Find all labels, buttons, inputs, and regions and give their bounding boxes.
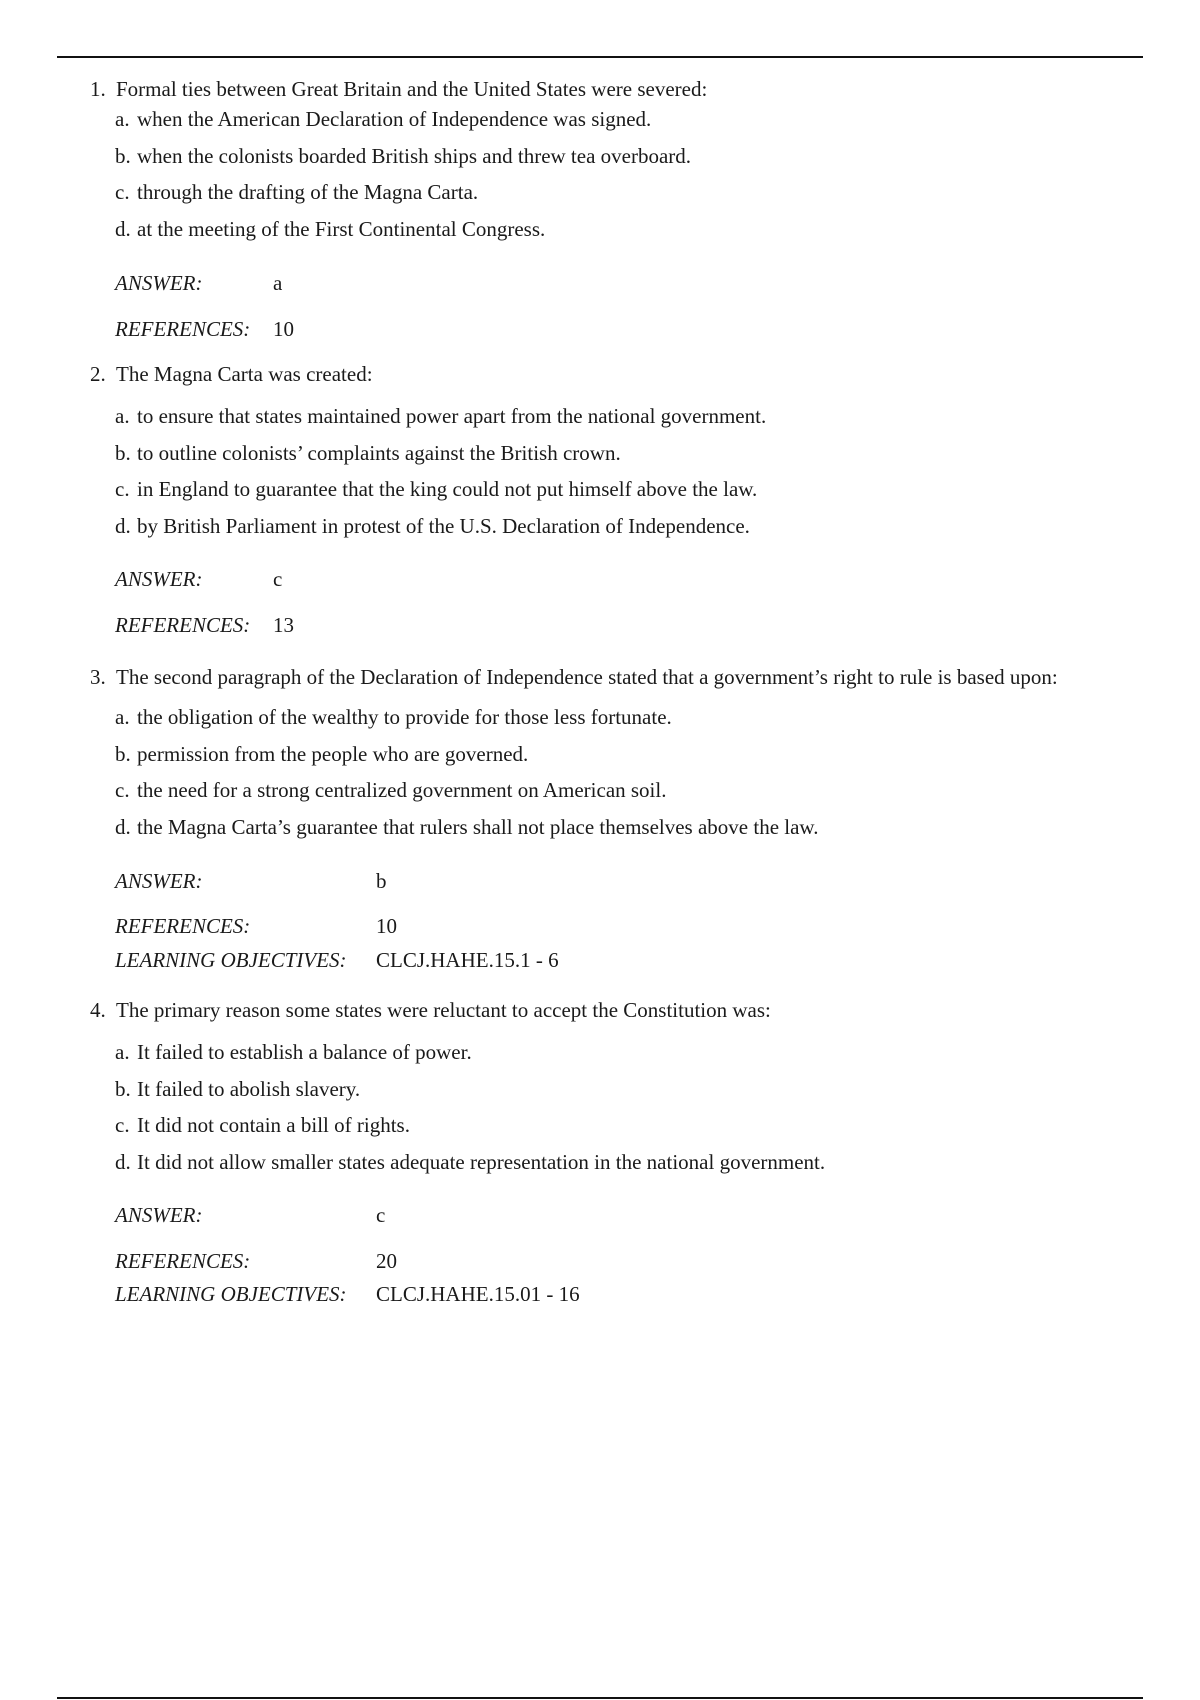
option-letter: d. — [115, 513, 131, 538]
objectives-row — [115, 948, 559, 972]
option-text: the need for a strong centralized government on American soil. — [137, 778, 667, 802]
objectives-value: CLCJ.HAHE.15.01 - 16 — [376, 1282, 580, 1306]
option-text: when the American Declaration of Independence was signed. — [137, 107, 652, 131]
references-label: REFERENCES: — [115, 914, 251, 938]
objectives-value: CLCJ.HAHE.15.1 - 6 — [376, 948, 559, 972]
option-letter: d. — [115, 216, 131, 241]
option-text: It did not allow smaller states adequate representation in the national government. — [137, 1149, 826, 1174]
references-value: 13 — [273, 613, 294, 637]
option-text: It failed to establish a balance of power. — [137, 1040, 472, 1064]
option-c — [115, 174, 1150, 211]
option-d — [115, 508, 1150, 545]
option-a — [115, 699, 1150, 736]
answer-row — [115, 271, 283, 295]
question-4 — [90, 998, 1150, 1306]
option-letter: c. — [115, 180, 130, 204]
question-text: The Magna Carta was created: — [116, 362, 373, 386]
option-text: to ensure that states maintained power apart from the national government. — [137, 404, 767, 428]
option-letter: b. — [115, 1076, 131, 1101]
option-d — [115, 809, 1150, 846]
question-stem — [90, 77, 1150, 101]
references-row — [115, 1249, 397, 1273]
objectives-label: LEARNING OBJECTIVES: — [115, 1282, 347, 1306]
option-letter: b. — [115, 143, 131, 168]
option-c — [115, 471, 1150, 508]
option-text: the obligation of the wealthy to provide for those less fortunate. — [137, 705, 672, 729]
option-b — [115, 435, 1150, 472]
references-row — [115, 914, 397, 938]
option-letter: a. — [115, 107, 130, 131]
question-number: 4. — [90, 998, 106, 1022]
option-text: the Magna Carta’s guarantee that rulers shall not place themselves above the law. — [137, 814, 819, 839]
option-b — [115, 1071, 1150, 1108]
question-number: 1. — [90, 77, 106, 101]
option-c — [115, 1107, 1150, 1144]
question-text: Formal ties between Great Britain and the United States were severed: — [116, 77, 708, 101]
references-value: 10 — [376, 914, 397, 938]
option-text: at the meeting of the First Continental Congress. — [137, 216, 546, 241]
option-d — [115, 1144, 1150, 1181]
option-letter: c. — [115, 1113, 130, 1137]
objectives-row — [115, 1282, 580, 1306]
option-letter: c. — [115, 778, 130, 802]
answer-label: ANSWER: — [115, 271, 203, 295]
answer-options — [115, 1034, 1150, 1180]
answer-row — [115, 1203, 386, 1227]
answer-options — [115, 699, 1150, 845]
option-letter: d. — [115, 1149, 131, 1174]
answer-row — [115, 869, 387, 893]
option-letter: a. — [115, 404, 130, 428]
question-1 — [90, 77, 1150, 341]
option-b — [115, 138, 1150, 175]
option-letter: b. — [115, 440, 131, 465]
option-a — [115, 101, 1150, 138]
option-a — [115, 398, 1150, 435]
references-row — [115, 317, 294, 341]
question-text: The second paragraph of the Declaration of Independence stated that a government’s right to rule is based upon: — [116, 665, 1058, 689]
answer-options — [115, 101, 1150, 247]
option-letter: b. — [115, 741, 131, 766]
option-text: It failed to abolish slavery. — [137, 1076, 361, 1101]
references-row — [115, 613, 294, 637]
answer-value: c — [273, 567, 283, 591]
answer-label: ANSWER: — [115, 567, 203, 591]
top-rule — [57, 56, 1143, 58]
option-text: in England to guarantee that the king could not put himself above the law. — [137, 477, 758, 501]
option-b — [115, 736, 1150, 773]
answer-value: b — [376, 869, 387, 893]
answer-label: ANSWER: — [115, 869, 203, 893]
option-a — [115, 1034, 1150, 1071]
question-2 — [90, 362, 1150, 637]
option-text: when the colonists boarded British ships and threw tea overboard. — [137, 143, 692, 168]
option-text: It did not contain a bill of rights. — [137, 1113, 410, 1137]
option-d — [115, 211, 1150, 248]
answer-label: ANSWER: — [115, 1203, 203, 1227]
option-c — [115, 772, 1150, 809]
question-number: 2. — [90, 362, 106, 386]
option-letter: a. — [115, 1040, 130, 1064]
references-label: REFERENCES: — [115, 1249, 251, 1273]
references-value: 20 — [376, 1249, 397, 1273]
question-stem — [90, 362, 1150, 386]
option-text: permission from the people who are governed. — [137, 741, 529, 766]
references-value: 10 — [273, 317, 294, 341]
references-label: REFERENCES: — [115, 317, 251, 341]
references-label: REFERENCES: — [115, 613, 251, 637]
answer-value: a — [273, 271, 283, 295]
answer-row — [115, 567, 283, 591]
answer-options — [115, 398, 1150, 544]
question-stem — [90, 665, 1150, 689]
question-stem — [90, 998, 1150, 1022]
option-letter: a. — [115, 705, 130, 729]
objectives-label: LEARNING OBJECTIVES: — [115, 948, 347, 972]
option-letter: c. — [115, 477, 130, 501]
question-text: The primary reason some states were reluctant to accept the Constitution was: — [116, 998, 771, 1022]
option-text: through the drafting of the Magna Carta. — [137, 180, 479, 204]
option-letter: d. — [115, 814, 131, 839]
bottom-rule — [57, 1697, 1143, 1699]
question-3 — [90, 665, 1150, 972]
option-text: to outline colonists’ complaints against the British crown. — [137, 440, 621, 465]
option-text: by British Parliament in protest of the U.S. Declaration of Independence. — [137, 513, 750, 538]
answer-value: c — [376, 1203, 386, 1227]
question-number: 3. — [90, 665, 106, 689]
